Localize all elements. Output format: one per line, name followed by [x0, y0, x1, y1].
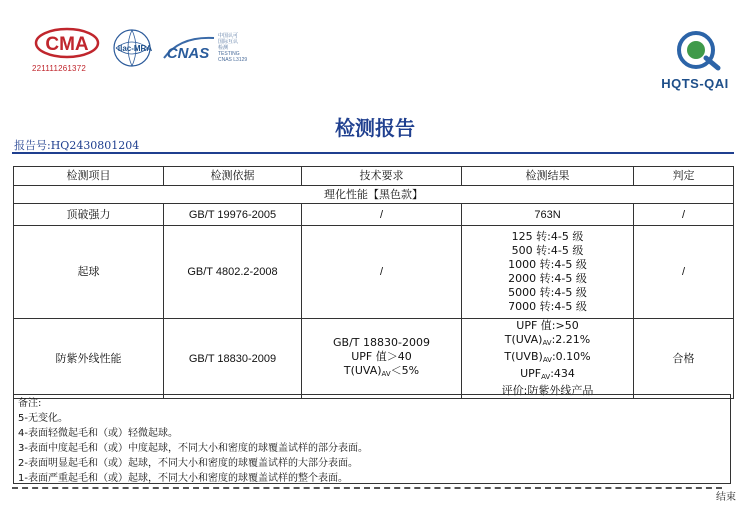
table-row — [14, 204, 734, 226]
pilling-result-line: 1000 转:4-5 级 — [508, 258, 587, 271]
row-item: 起球 — [14, 226, 164, 319]
row-basis: GB/T 18830-2009 — [164, 319, 302, 399]
pilling-result-line: 2000 转:4-5 级 — [508, 272, 587, 285]
pilling-result-line: 125 转:4-5 级 — [511, 230, 584, 243]
header-verdict: 判定 — [634, 167, 734, 186]
table-row — [14, 226, 734, 319]
section-row — [14, 186, 734, 204]
table-row — [14, 319, 734, 399]
report-number: 报告号:HQ2430801204 — [14, 139, 140, 152]
uv-result-line: 评价:防紫外线产品 — [501, 384, 594, 397]
note-line: 5-无变化。 — [18, 413, 68, 424]
row-item: 防紫外线性能 — [14, 319, 164, 399]
row-verdict: / — [634, 204, 734, 226]
note-line: 1-表面严重起毛和（或）起球，不同大小和密度的球覆盖试样的整个表面。 — [18, 473, 348, 484]
test-results-table — [13, 166, 734, 399]
row-result — [462, 319, 634, 399]
svg-text:CNAS: CNAS — [166, 45, 210, 62]
header-result: 检测结果 — [462, 167, 634, 186]
header-requirement: 技术要求 — [302, 167, 462, 186]
page-title: 检测报告 — [335, 116, 415, 140]
row-requirement: / — [302, 226, 462, 319]
row-verdict: 合格 — [634, 319, 734, 399]
ilac-mra-logo — [110, 28, 158, 72]
header-item: 检测项目 — [14, 167, 164, 186]
note-line: 3-表面中度起毛和（或）中度起球，不同大小和密度的球覆盖试样的部分表面。 — [18, 443, 368, 454]
pilling-result-line: 7000 转:4-5 级 — [508, 300, 587, 313]
section-title: 理化性能【黑色款】 — [14, 186, 734, 204]
row-requirement — [302, 319, 462, 399]
row-verdict: / — [634, 226, 734, 319]
uv-req-line: UPF 值＞40 — [351, 350, 412, 363]
row-requirement: / — [302, 204, 462, 226]
row-basis: GB/T 19976-2005 — [164, 204, 302, 226]
uv-result-line: $UPF_{AV}:434$ — [520, 367, 575, 381]
row-basis: GB/T 4802.2-2008 — [164, 226, 302, 319]
header-divider — [12, 152, 734, 154]
header-basis: 检测依据 — [164, 167, 302, 186]
notes-heading: 备注: — [18, 398, 42, 409]
uv-req-line: GB/T 18830-2009 — [333, 336, 430, 349]
svg-text:ilac-MRA: ilac-MRA — [117, 44, 153, 53]
cma-code: 221111261372 — [32, 64, 87, 73]
note-line: 2-表面明显起毛和（或）起球，不同大小和密度的球覆盖试样的大部分表面。 — [18, 458, 358, 469]
uv-result-line: $T(UVA)_{AV}:2.21\%$ — [504, 333, 591, 347]
hqts-brand: HQTS-QAI — [661, 76, 729, 91]
uv-result-line: $T(UVB)_{AV}:0.10\%$ — [504, 350, 591, 364]
cnas-logo — [160, 30, 218, 70]
notes-box — [13, 394, 731, 484]
table-header-row — [14, 167, 734, 186]
pilling-result-line: 5000 转:4-5 级 — [508, 286, 587, 299]
row-result — [462, 226, 634, 319]
hqts-logo — [662, 28, 730, 76]
uv-req-line: $T(UVA)_{AV}<5\%$ — [343, 364, 420, 378]
pilling-result-line: 500 转:4-5 级 — [511, 244, 584, 257]
row-item: 顶破强力 — [14, 204, 164, 226]
end-label: 结束 — [716, 492, 736, 503]
cnas-caption: 中国认可 国际互认 检测 TESTING CNAS L3129 — [218, 33, 248, 63]
svg-text:CMA: CMA — [45, 34, 89, 55]
end-divider — [12, 487, 722, 489]
note-line: 4-表面轻微起毛和（或）轻微起球。 — [18, 428, 178, 439]
row-result: 763N — [462, 204, 634, 226]
uv-result-line: UPF 值:>50 — [516, 319, 579, 332]
